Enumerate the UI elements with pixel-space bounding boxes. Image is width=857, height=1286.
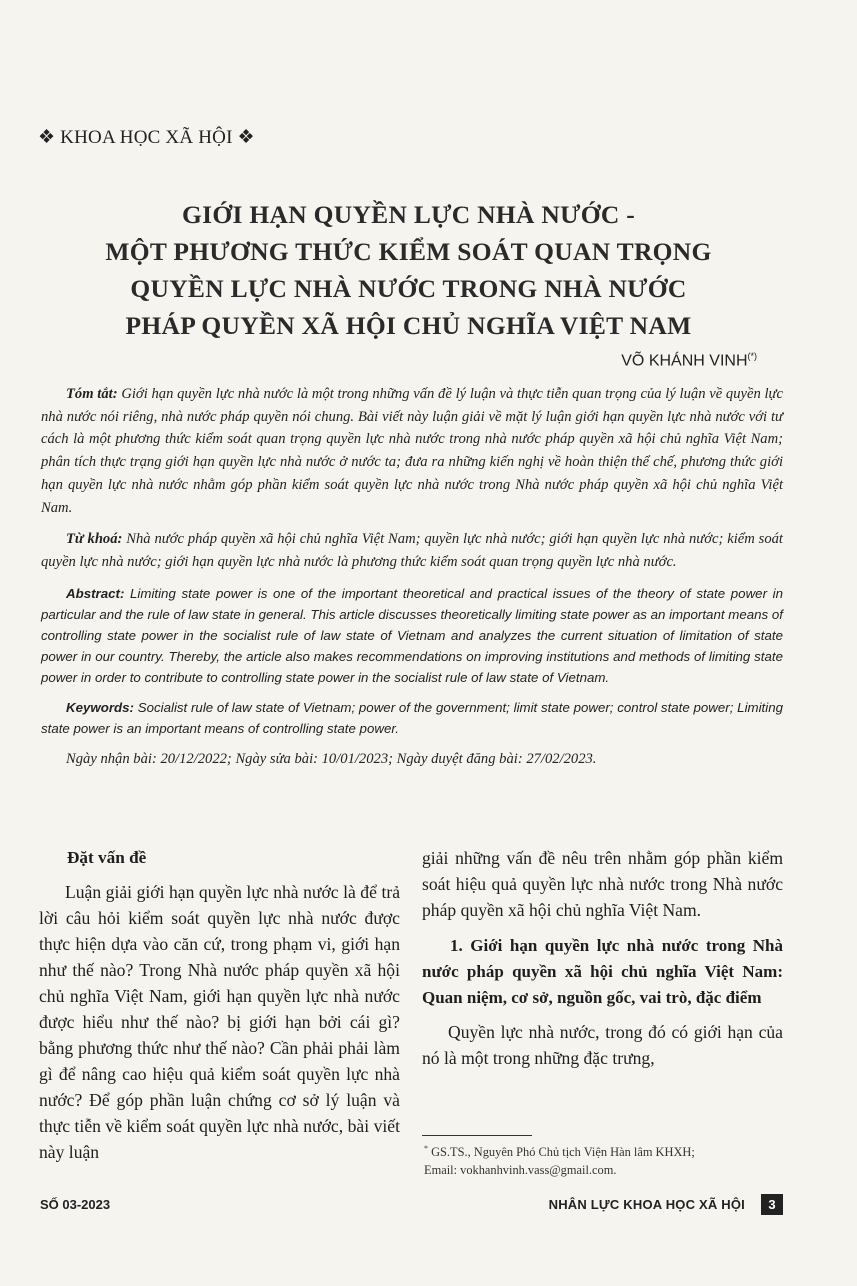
abstract-en [41, 583, 783, 688]
author-name: VÕ KHÁNH VINH [621, 352, 748, 370]
left-column [39, 845, 400, 1165]
footer-journal-name: NHÂN LỰC KHOA HỌC XÃ HỘI [548, 1197, 745, 1212]
author [621, 351, 757, 370]
section-1-heading: 1. Giới hạn quyền lực nhà nước trong Nhà nước pháp quyền xã hội chủ nghĩa Việt Nam: Quan niệm, cơ sở, nguồn gốc, vai trò, đặc điểm [422, 936, 783, 1007]
section-1-paragraph: Quyền lực nhà nước, trong đó có giới hạn của nó là một trong những đặc trưng, [422, 1022, 783, 1068]
footnote-mark: * [424, 1144, 428, 1153]
title-line-4: PHÁP QUYỀN XÃ HỘI CHỦ NGHĨA VIỆT NAM [125, 311, 692, 340]
page-number: 3 [761, 1194, 783, 1215]
abstract-block [41, 383, 783, 779]
article-title [60, 196, 757, 344]
abstract-vi-text: Giới hạn quyền lực nhà nước là một trong những vấn đề lý luận và thực tiễn quan trọng của lý luận về quyền lực nhà nước nói riêng, nhà nước pháp quyền nói chung. Bài viết này luận giải về mặt lý luận giới hạn quyền lực nhà nước với tư cách là một phương thức kiểm soát quan trọng quyền lực nhà nước trong nhà nước pháp quyền xã hội chủ nghĩa Việt Nam; phân tích thực trạng giới hạn quyền lực nhà nước ở nước ta; đưa ra những kiến nghị về hoàn thiện thể chế, phương thức giới hạn quyền lực nhà nước nhằm góp phần kiểm soát quyền lực nhà nước trong Nhà nước pháp quyền xã hội chủ nghĩa Việt Nam. [41, 386, 783, 516]
right-column [422, 845, 783, 1071]
intro-heading: Đặt vấn đề [67, 848, 147, 867]
footnote-line-1 [424, 1140, 789, 1161]
abstract-vi-label: Tóm tắt: [66, 386, 118, 402]
author-footnote-mark: (*) [747, 351, 757, 361]
footnote-affiliation: GS.TS., Nguyên Phó Chủ tịch Viện Hàn lâm KHXH; [428, 1145, 695, 1160]
footnote-divider [422, 1135, 532, 1136]
keywords-vi [41, 528, 783, 573]
keywords-vi-text: Nhà nước pháp quyền xã hội chủ nghĩa Việt Nam; quyền lực nhà nước; giới hạn quyền lực nhà nước; kiểm soát quyền lực nhà nước; giới hạn quyền lực nhà nước là phương thức kiểm soát quan trọng quyền lực nhà nước. [41, 531, 783, 570]
keywords-en-text: Socialist rule of law state of Vietnam; power of the government; limit state power; control state power; Limiting state power is an important means of controlling state power. [41, 699, 783, 736]
title-line-3: QUYỀN LỰC NHÀ NƯỚC TRONG NHÀ NƯỚC [130, 274, 687, 303]
footnote [424, 1140, 789, 1179]
intro-continuation: giải những vấn đề nêu trên nhằm góp phần kiểm soát hiệu quả quyền lực nhà nước trong Nhà nước pháp quyền xã hội chủ nghĩa Việt Nam. [422, 848, 783, 920]
title-line-1: GIỚI HẠN QUYỀN LỰC NHÀ NƯỚC - [181, 200, 636, 229]
article-dates: Ngày nhận bài: 20/12/2022; Ngày sửa bài: 10/01/2023; Ngày duyệt đăng bài: 27/02/2023. [66, 750, 597, 767]
abstract-en-label: Abstract: [66, 585, 125, 601]
keywords-en [41, 697, 783, 739]
section-label: ❖ KHOA HỌC XÃ HỘI ❖ [38, 127, 255, 148]
footer-issue: SỐ 03-2023 [40, 1197, 111, 1212]
title-line-2: MỘT PHƯƠNG THỨC KIỂM SOÁT QUAN TRỌNG [105, 237, 712, 266]
keywords-en-label: Keywords: [66, 699, 134, 715]
abstract-en-text: Limiting state power is one of the important theoretical and practical issues of the theory of state power in particular and the rule of law state in general. This article discusses theoretically limiting state power as an important means of controlling state power in the socialist rule of law state of Vietnam and analyzes the current situation of limitation of state power in our country. Thereby, the article also makes recommendations on improving institutions and methods of limiting state power in order to contribute to controlling state power in the socialist rule of law state of Vietnam. [41, 585, 783, 685]
footnote-email: Email: vokhanhvinh.vass@gmail.com. [424, 1163, 617, 1178]
abstract-vi [41, 383, 783, 519]
intro-paragraph: Luận giải giới hạn quyền lực nhà nước là để trả lời câu hỏi kiểm soát quyền lực nhà nước được thực hiện dựa vào căn cứ, trong phạm vi, giới hạn như thế nào? Trong Nhà nước pháp quyền xã hội chủ nghĩa Việt Nam, giới hạn quyền lực nhà nước được hiểu như thế nào? bị giới hạn bởi cái gì? bằng phương thức như thế nào? Cần phải phải làm gì để nâng cao hiệu quả kiểm soát quyền lực nhà nước? Để góp phần luận chứng cơ sở lý luận và thực tiễn về kiểm soát quyền lực nhà nước, bài viết này luận [39, 882, 400, 1162]
keywords-vi-label: Từ khoá: [66, 531, 123, 548]
